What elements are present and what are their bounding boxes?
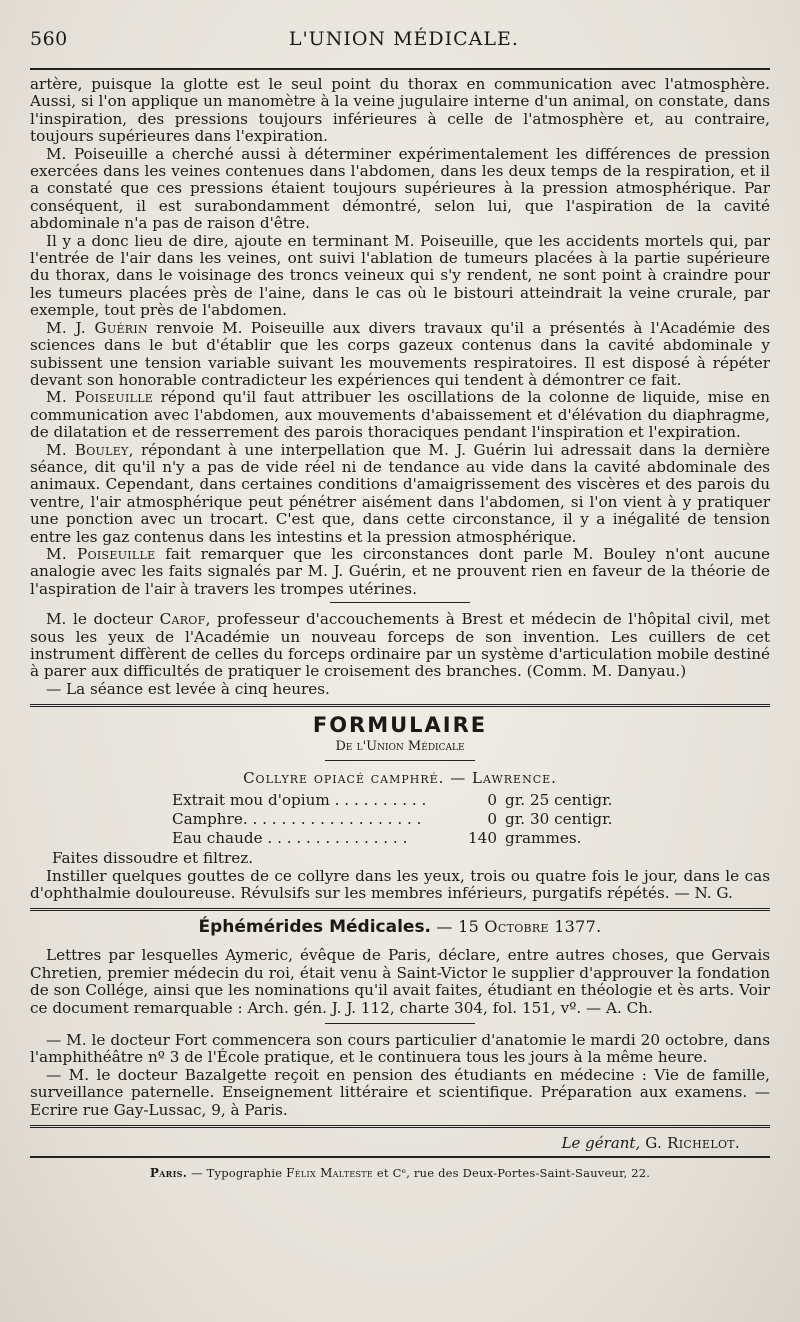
formulaire-subtitle: De l'Union Médicale — [335, 739, 465, 755]
paragraph-1: artère, puisque la glotte est le seul point du thorax en communication avec l'atmosphère. Aussi, si l'on applique un manomètre à la veine jugulaire interne d'un animal, on constate, dans l'inspiration, des pressions toujours inférieures à celle de l'atmosphère et, au contraire, toujours supérieures dans l'expiration. — [30, 75, 770, 146]
paragraph-text: fait remarquer que les circonstances dont parle M. Bouley n'ont aucune analogie avec les faits signalés par M. J. Guérin, et ne prouvent rien en faveur de la théorie de l'aspiration de l'air à travers les trompes utérines. — [30, 544, 771, 598]
signature-label: Le gérant, — [561, 1134, 641, 1153]
notice-2: — M. le docteur Bazalgette reçoit en pension des étudiants en médecine : Vie de famille, surveillance paternelle. Enseignement littéraire et scientifique. Préparation aux examens. — Ecrire rue Gay-Lussac, 9, à Paris. — [30, 1065, 770, 1119]
notices-section — [30, 1032, 770, 1119]
ephemerides-text: Lettres par lesquelles Aymeric, évêque de Paris, déclare, entre autres choses, que Gervais Chretien, premier médecin du roi, était venu à Saint-Victor le supplier d'approuver la fondation de son Collége, ainsi que les nominations qu'il avait faites, étudiant en théologie et ès arts. Voir ce document remarquable : Arch. gén. J. J. 112, charte 304, fol. 151, vº. — A. Ch. — [30, 946, 770, 1017]
signature — [30, 1134, 740, 1152]
ingredient-unit: gr. 25 centigr. — [505, 791, 613, 810]
recipe-title — [30, 769, 770, 787]
ingredient-unit: gr. 30 centigr. — [505, 810, 613, 829]
printer-address: et Cᵉ, rue des Deux-Portes-Saint-Sauveur, 22. — [373, 1166, 651, 1181]
ephemerides-heading: Éphémérides Médicales. — [198, 917, 432, 938]
ingredient-unit: grammes. — [505, 829, 582, 848]
printer-line — [30, 1166, 770, 1180]
printer-name: Félix Malteste — [286, 1166, 374, 1181]
footer-double-rule — [30, 1125, 770, 1128]
table-row — [172, 810, 655, 829]
printer-city: Paris. — [149, 1166, 188, 1181]
paragraph-text: répond qu'il faut attribuer les oscillations de la colonne de liquide, mise en communication avec l'abdomen, aux mouvements d'abaissement et d'élévation du diaphragme, de dilatation et de resserrement des parois thoraciques pendant l'inspiration et l'expiration. — [30, 388, 770, 442]
ingredient-name: Eau chaude . . . . . . . . . . . . . . . — [172, 829, 408, 848]
recipe-author: — Lawrence. — [444, 769, 557, 788]
footer-rule — [30, 1156, 770, 1158]
speaker-name: Carof — [159, 610, 206, 629]
ephemerides-title — [30, 917, 770, 937]
paragraph-9: — La séance est levée à cinq heures. — [46, 679, 330, 698]
formulaire-section — [30, 713, 770, 902]
ephemerides-date: — 15 Octobre 1377. — [431, 917, 602, 937]
ingredient-name: Camphre. . . . . . . . . . . . . . . . . . . — [172, 810, 422, 829]
notices-separator — [325, 1023, 475, 1024]
paragraph-2: M. Poiseuille a cherché aussi à déterminer expérimentalement les différences de pression exercées dans les veines contenues dans l'abdomen, dans les deux temps de la respiration, et il a constaté que ces pressions étaient toujours supérieures à la pression atmosphérique. Par conséquent, il est surabondamment démontré, selon lui, que l'aspiration de la cavité abdominale n'a pas de raison d'être. — [30, 144, 770, 233]
printer-prefix: — Typographie — [187, 1166, 287, 1181]
ingredients-table — [172, 791, 655, 848]
speaker-name: M. Bouley — [46, 440, 129, 459]
signature-name: G. Richelot. — [640, 1134, 740, 1153]
page-header — [30, 28, 770, 64]
paragraph-5 — [30, 389, 770, 441]
paragraph-prefix: M. le docteur — [46, 610, 160, 629]
academy-report — [30, 76, 770, 698]
ingredient-qty: 0 — [487, 810, 497, 829]
section-separator — [330, 602, 470, 603]
formulaire-title: FORMULAIRE — [312, 713, 488, 738]
table-row — [172, 829, 655, 848]
formulaire-separator — [325, 760, 475, 761]
speaker-name: M. Poiseuille — [46, 544, 156, 563]
ingredient-qty: 0 — [487, 791, 497, 810]
speaker-name: M. J. Guérin — [46, 318, 148, 337]
section-double-rule — [30, 908, 770, 911]
paragraph-text: renvoie M. Poiseuille aux divers travaux qu'il a présentés à l'Académie des sciences dans le but d'établir que les corps gazeux contenus dans la cavité abdominale y subissent une tension variable suivant les mouvements respiratoires. Il est disposé à répéter devant son honorable contradicteur les expériences qui tendent à démontrer ce fait. — [30, 318, 770, 389]
ingredient-qty: 140 — [468, 829, 497, 848]
paragraph-text: , professeur d'accouchements à Brest et médecin de l'hôpital civil, met sous les yeux de l'Académie un nouveau forceps de son invention. Les cuillers de cet instrument diffèrent de celles du forceps ordinaire par un système d'articulation mobile destiné à parer aux difficultés de pratiquer le croisement des branches. (Comm. M. Danyau.) — [30, 610, 770, 681]
paragraph-8 — [30, 611, 770, 681]
recipe-instruction-1: Faites dissoudre et filtrez. — [52, 849, 254, 868]
paragraph-3: Il y a donc lieu de dire, ajoute en terminant M. Poiseuille, que les accidents mortels qui, par l'entrée de l'air dans les veines, ont suivi l'ablation de tumeurs placées à la partie supérieure du thorax, dans le voisinage des troncs veineux qui s'y rendent, ne sont point à craindre pour les tumeurs placées près de l'aine, dans le cas où le bistouri atteindrait la veine crurale, par exemple, tout près de l'abdomen. — [30, 231, 770, 320]
paragraph-text: , répondant à une interpellation que M. J. Guérin lui adressait dans la dernière séance, dit qu'il n'y a pas de vide réel ni de tendance au vide dans la cavité abdominale des animaux. Cependant, dans certaines conditions d'amaigrissement des viscères et des parois du ventre, l'air atmosphérique peut pénétrer aisément dans l'abdomen, si l'on vient à y pratiquer une ponction avec un trocart. C'est que, dans cette circonstance, il y a inégalité de tension entre les gaz contenus dans les intestins et la pression atmosphérique. — [30, 440, 771, 546]
ephemerides-section — [30, 917, 770, 1017]
notice-1: — M. le docteur Fort commencera son cours particulier d'anatomie le mardi 20 octobre, dans l'amphithéâtre nº 3 de l'École pratique, et le continuera tous les jours à la même heure. — [30, 1031, 770, 1067]
paragraph-4 — [30, 320, 770, 390]
paragraph-6 — [30, 442, 770, 546]
paragraph-7 — [30, 546, 770, 598]
recipe-instruction-2: Instiller quelques gouttes de ce collyre dans les yeux, trois ou quatre fois le jour, dans le cas d'ophthalmie douloureuse. Révulsifs sur les membres inférieurs, purgatifs répétés. — N. G. — [30, 866, 770, 903]
table-row — [172, 791, 655, 810]
header-rule — [30, 68, 770, 70]
journal-title: L'UNION MÉDICALE. — [288, 28, 519, 50]
page-number: 560 — [30, 28, 68, 50]
section-double-rule — [30, 704, 770, 707]
speaker-name: M. Poiseuille — [46, 388, 154, 407]
ingredient-name: Extrait mou d'opium . . . . . . . . . . — [172, 791, 427, 810]
recipe-name: Collyre opiacé camphré. — [243, 769, 445, 788]
